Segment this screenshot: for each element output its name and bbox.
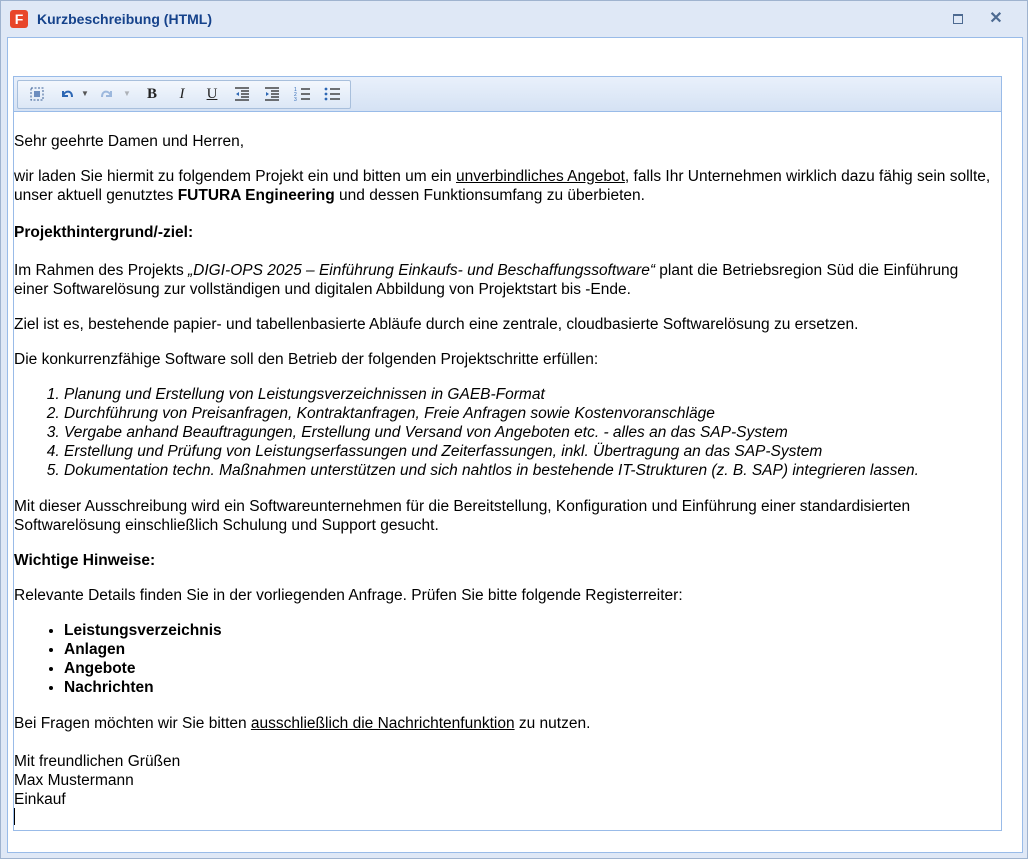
svg-text:3: 3 [294,97,297,102]
closing-text: Mit freundlichen Grüßen [14,753,181,770]
list-item: 2. Durchführung von Preisanfragen, Kontraktanfragen, Freie Anfragen sowie Kostenvoranschläge [64,404,992,423]
list-item: • Leistungsverzeichnis [64,621,992,640]
underline-button[interactable]: U [206,86,218,102]
message-function-text: ausschließlich die Nachrichtenfunktion [250,715,515,732]
list-item: 4. Erstellung und Prüfung von Leistungserfassungen und Zeiterfassungen, inkl. Übertragung an das SAP-System [64,442,992,461]
select-all-button[interactable] [26,84,48,104]
indent-button[interactable] [261,84,283,104]
ordered-list-button[interactable] [291,84,313,104]
notes-intro-paragraph: Relevante Details finden Sie in der vorliegenden Anfrage. Prüfen Sie bitte folgende Registerreiter: [14,587,683,604]
app-logo-icon: F [10,10,28,28]
intro-text-c: und dessen Funktionsumfang zu überbieten. [334,187,645,204]
signature-department: Einkauf [14,791,66,808]
list-item: 1. Planung und Erstellung von Leistungsverzeichnissen in GAEB-Format [64,385,992,404]
undo-dropdown-icon[interactable]: ▼ [81,89,89,98]
close-button[interactable]: ✕ [989,10,1003,27]
redo-button[interactable] [96,84,118,104]
questions-text-a: Bei Fragen möchten wir Sie bitten [14,715,251,732]
intro-text-a: wir laden Sie hiermit zu folgendem Projekt ein und bitten um ein [14,168,456,185]
redo-dropdown-icon[interactable]: ▼ [123,89,131,98]
heading-project-background: Projekthintergrund/-ziel: [14,224,194,241]
ordered-list-icon [294,86,310,102]
list-item: • Nachrichten [64,678,992,697]
undo-button[interactable] [56,84,78,104]
list-item: 3. Vergabe anhand Beauftragungen, Erstellung und Versand von Angeboten etc. - alles an das SAP-System [64,423,992,442]
window-title: Kurzbeschreibung (HTML) [37,11,212,27]
outdent-icon [234,86,250,102]
bold-button[interactable]: B [146,86,157,102]
intro-product-name: FUTURA Engineering [177,187,335,204]
goal-paragraph: Ziel ist es, bestehende papier- und tabellenbasierte Abläufe durch eine zentrale, cloudbasierte Softwarelösung zu ersetzen. [14,316,859,333]
offer-link-text: unverbindliches Angebot [456,168,625,185]
dialog-body [7,37,1023,853]
italic-button[interactable]: I [179,86,185,102]
heading-important-notes: Wichtige Hinweise: [14,552,156,569]
bullet-list-button[interactable] [321,84,343,104]
list-item: • Anlagen [64,640,992,659]
signature-name: Max Mustermann [14,772,134,789]
redo-icon [99,86,115,102]
greeting-text: Sehr geehrte Damen und Herren, [14,133,245,150]
steps-intro-paragraph: Die konkurrenzfähige Software soll den Betrieb der folgenden Projektschritte erfüllen: [14,351,599,368]
intro-paragraph [14,167,992,205]
bullet-list-icon [324,86,340,102]
maximize-button[interactable] [949,10,967,28]
indent-icon [264,86,280,102]
list-item: 5. Dokumentation techn. Maßnahmen unterstützen und sich nahtlos in bestehende IT-Strukturen (z. B. SAP) integrieren lassen. [64,461,992,480]
background-text-a: Im Rahmen des Projekts [14,262,189,279]
register-tabs-list [14,621,992,697]
editor-toolbar [14,77,1001,112]
questions-text-b: zu nutzen. [514,715,591,732]
svg-text:1: 1 [294,87,297,93]
background-paragraph [14,261,992,299]
outdent-button[interactable] [231,84,253,104]
project-steps-list [14,385,992,480]
list-item: • Angebote [64,659,992,678]
questions-paragraph [14,714,992,733]
background-text-b: plant die Betriebsregion Süd die Einführung einer Softwarelösung zur vollständigen und digitalen Abbildung von Projektstart bis -Ende. [14,262,959,298]
undo-icon [59,86,75,102]
toolbar-group [17,80,351,109]
maximize-icon [953,14,963,24]
text-cursor [14,808,15,825]
title-bar[interactable] [1,1,1027,37]
select-all-icon [29,86,45,102]
tender-paragraph: Mit dieser Ausschreibung wird ein Softwareunternehmen für die Bereitstellung, Konfiguration und Einführung einer standardisierten Softwarelösung einschließlich Schulung und Support gesucht. [14,498,911,534]
svg-text:2: 2 [294,92,297,98]
project-name: „DIGI-OPS 2025 – Einführung Einkaufs- und Beschaffungssoftware“ [188,262,655,279]
intro-text-b: , falls Ihr Unternehmen wirklich dazu fähig sein sollte, unser aktuell genutztes [14,168,991,204]
